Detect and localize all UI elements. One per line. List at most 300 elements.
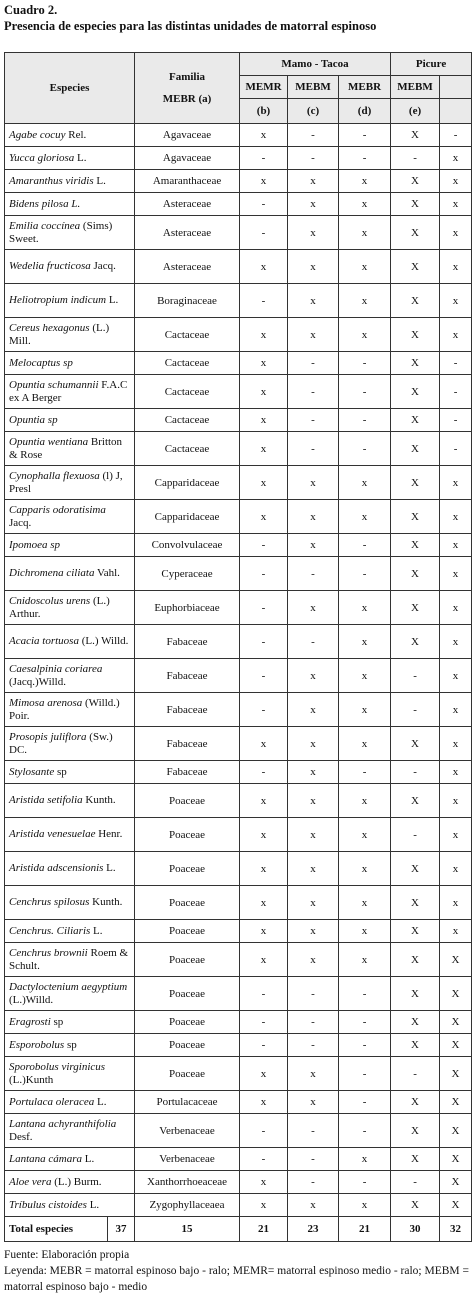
presence-cell: x [339,1148,391,1171]
species-author: Vahl. [94,567,120,579]
presence-cell: - [288,352,339,375]
species-scientific-name: Cereus hexagonus [9,321,90,334]
presence-cell: x [240,943,288,977]
presence-cell: - [288,1171,339,1194]
table-row [5,1034,472,1057]
species-name [5,1148,135,1171]
species-family: Amaranthaceae [135,170,240,193]
family-header [135,53,240,124]
species-name [5,818,135,852]
presence-cell: x [240,727,288,761]
species-author: Kunth. [89,896,123,908]
presence-cell: X [391,591,440,625]
species-author: (L.) Mill. [9,321,110,347]
species-name [5,1091,135,1114]
species-author: Henr. [95,828,123,840]
presence-cell: x [288,193,339,216]
totals-row [5,1217,472,1242]
presence-cell: x [339,318,391,352]
presence-cell: - [288,409,339,432]
presence-cell: x [339,920,391,943]
presence-cell: - [240,147,288,170]
species-scientific-name: Melocaptus sp [9,356,73,369]
presence-cell: x [339,500,391,534]
presence-cell: x [339,193,391,216]
table-row [5,625,472,659]
table-label: Cuadro 2. [4,3,58,17]
table-row [5,852,472,886]
species-scientific-name: Capparis odoratisima [9,503,106,516]
presence-cell: - [288,124,339,147]
species-family: Xanthorrhoeaceae [135,1171,240,1194]
presence-cell: - [339,977,391,1011]
presence-cell: X [440,1114,472,1148]
species-author: Roem & Schult. [9,946,129,972]
presence-cell: - [440,124,472,147]
presence-cell: - [240,1114,288,1148]
presence-cell: x [288,534,339,557]
table-row [5,352,472,375]
presence-cell: - [339,534,391,557]
species-name [5,375,135,409]
species-scientific-name: Yucca gloriosa [9,151,75,164]
species-scientific-name: Tríbulus cistoides [9,1198,87,1211]
presence-cell: x [339,1194,391,1217]
species-family: Agavaceae [135,124,240,147]
presence-cell: x [240,250,288,284]
presence-cell: X [391,886,440,920]
presence-cell: X [391,318,440,352]
presence-cell: x [240,124,288,147]
presence-cell: x [440,591,472,625]
species-family: Fabaceae [135,761,240,784]
species-family: Agavaceae [135,147,240,170]
table-footer [4,1247,470,1295]
presence-cell: x [440,557,472,591]
species-name [5,1011,135,1034]
species-name [5,886,135,920]
presence-cell: - [339,147,391,170]
presence-cell: - [288,1148,339,1171]
species-family: Fabaceae [135,727,240,761]
presence-cell: x [440,216,472,250]
presence-cell: x [339,886,391,920]
species-scientific-name: Stylosante [9,765,55,778]
species-scientific-name: Eragrosti [9,1015,51,1028]
presence-cell: x [240,1194,288,1217]
species-family: Cactaceae [135,432,240,466]
species-scientific-name: Cynophalla flexuosa [9,469,100,482]
species-author: Rel. [65,128,87,141]
presence-cell: x [240,432,288,466]
species-family: Zygophyllaceaea [135,1194,240,1217]
species-family: Poaceae [135,943,240,977]
presence-cell: X [391,727,440,761]
species-family: Poaceae [135,852,240,886]
species-family: Asteraceae [135,193,240,216]
table-row [5,284,472,318]
species-name [5,318,135,352]
species-family: Capparidaceae [135,500,240,534]
legend-note: Leyenda: MEBR = matorral espinoso bajo - ralo; MEMR= matorral espinoso medio - ralo; MEBM = matorral espinoso bajo - medio [4,1265,470,1293]
species-header: Especies [5,53,135,124]
species-scientific-name: Caesalpinia coriarea [9,662,103,675]
presence-cell: X [391,409,440,432]
species-name [5,943,135,977]
species-family: Poaceae [135,784,240,818]
presence-cell: x [240,375,288,409]
species-family: Asteraceae [135,216,240,250]
presence-cell: X [391,500,440,534]
species-name [5,920,135,943]
species-family: Cactaceae [135,375,240,409]
presence-cell: X [391,1148,440,1171]
presence-cell: X [440,1194,472,1217]
presence-cell: X [391,534,440,557]
presence-cell: x [288,250,339,284]
species-family: Poaceae [135,818,240,852]
presence-cell: x [288,1091,339,1114]
col-header-blank [440,76,472,99]
species-family: Fabaceae [135,625,240,659]
species-author: (L.)Kunth [9,1073,54,1086]
species-name [5,557,135,591]
species-author: L. [106,294,119,306]
presence-cell: X [440,1171,472,1194]
table-row [5,1114,472,1148]
species-family: Poaceae [135,1011,240,1034]
table-row [5,500,472,534]
species-family: Cyperaceae [135,557,240,591]
species-family: Fabaceae [135,659,240,693]
presence-cell: x [440,784,472,818]
presence-cell: X [391,852,440,886]
species-name [5,693,135,727]
presence-cell: x [440,727,472,761]
table-row [5,124,472,147]
presence-cell: - [339,1114,391,1148]
presence-cell: - [391,1171,440,1194]
col-letter-c: (c) [288,99,339,124]
presence-cell: X [391,1194,440,1217]
presence-cell: x [240,500,288,534]
presence-cell: - [339,557,391,591]
presence-cell: - [339,1091,391,1114]
presence-cell: x [339,852,391,886]
table-title: Presencia de especies para las distintas unidades de matorral espinoso [4,19,377,33]
presence-cell: x [339,250,391,284]
species-name [5,784,135,818]
presence-cell: - [288,557,339,591]
presence-cell: - [339,409,391,432]
presence-cell: - [240,625,288,659]
totals-label: Total especies [5,1217,108,1242]
presence-cell: x [240,784,288,818]
species-name [5,1194,135,1217]
totals-mebm: 23 [288,1217,339,1242]
species-scientific-name: Cenchrus. Ciliaris [9,924,91,937]
presence-cell: X [391,977,440,1011]
table-row [5,943,472,977]
species-scientific-name: Lantana achyranthifolia [9,1117,117,1130]
table-row [5,818,472,852]
species-author: (L.)Willd. [9,993,54,1006]
presence-cell: x [440,466,472,500]
species-family: Asteraceae [135,250,240,284]
presence-cell: x [288,591,339,625]
presence-cell: - [288,1034,339,1057]
presence-cell: - [288,977,339,1011]
species-family: Poaceae [135,977,240,1011]
presence-cell: X [391,193,440,216]
species-scientific-name: Mimosa arenosa [9,696,83,709]
species-author: L. [103,862,116,874]
col-letter-b: (b) [240,99,288,124]
species-family: Poaceae [135,886,240,920]
presence-cell: x [339,943,391,977]
presence-cell: x [440,193,472,216]
presence-cell: - [240,216,288,250]
table-row [5,557,472,591]
table-row [5,1171,472,1194]
species-name [5,250,135,284]
presence-cell: x [240,1091,288,1114]
species-author: sp [54,765,67,778]
table-row [5,1148,472,1171]
species-name [5,1114,135,1148]
species-family: Capparidaceae [135,466,240,500]
presence-cell: X [391,784,440,818]
presence-cell: x [440,886,472,920]
species-scientific-name: Cnidoscolus urens [9,594,91,607]
presence-cell: x [240,170,288,193]
totals-mebm-picure: 30 [391,1217,440,1242]
species-author: Jacq. [9,516,32,529]
presence-cell: x [339,727,391,761]
species-family: Cactaceae [135,409,240,432]
species-author: L. [94,1095,107,1108]
group-header-picure: Picure [391,53,472,76]
species-author: (Sw.) DC. [9,730,113,756]
table-row [5,170,472,193]
presence-cell: x [339,216,391,250]
presence-cell: x [288,920,339,943]
presence-cell: x [339,659,391,693]
species-family: Boraginaceae [135,284,240,318]
presence-cell: x [339,170,391,193]
presence-cell: X [440,977,472,1011]
presence-cell: x [440,761,472,784]
species-family: Verbenaceae [135,1148,240,1171]
presence-cell: - [391,659,440,693]
species-scientific-name: Aristida venesuelae [9,828,96,840]
table-row [5,1011,472,1034]
species-scientific-name: Aristida adscensionis [9,862,104,874]
col-header-mebm: MEBM [288,76,339,99]
species-scientific-name: Esporobolus [9,1038,65,1051]
presence-cell: X [391,466,440,500]
species-family: Poaceae [135,1034,240,1057]
species-family: Poaceae [135,920,240,943]
col-letter-e: (e) [391,99,440,124]
species-scientific-name: Opuntia schumannii [9,378,99,391]
species-scientific-name: Dichromena ciliata [9,567,95,579]
species-author: Kunth. [82,794,116,806]
col-header-mebr: MEBR [339,76,391,99]
table-row [5,409,472,432]
presence-cell: x [240,352,288,375]
presence-cell: - [240,534,288,557]
species-scientific-name: Wedelia fructicosa [9,260,91,272]
species-author: (L.) Willd. [78,635,129,647]
presence-cell: x [440,170,472,193]
col-letter-blank [440,99,472,124]
table-row [5,432,472,466]
species-author: L. [93,174,106,187]
presence-cell: x [339,466,391,500]
presence-cell: X [391,1091,440,1114]
presence-cell: X [440,943,472,977]
species-table [4,52,472,1242]
presence-cell: - [339,1034,391,1057]
presence-cell: - [240,693,288,727]
presence-cell: X [391,557,440,591]
col-header-mebm-picure: MEBM [391,76,440,99]
species-scientific-name: Aristida setifolia [9,794,83,806]
presence-cell: - [440,432,472,466]
presence-cell: - [339,1057,391,1091]
species-family: Convolvulaceae [135,534,240,557]
presence-cell: x [440,920,472,943]
presence-cell: x [288,886,339,920]
presence-cell: - [240,284,288,318]
table-row [5,784,472,818]
totals-memr: 21 [240,1217,288,1242]
species-name [5,170,135,193]
species-name [5,534,135,557]
presence-cell: - [240,193,288,216]
table-row [5,1057,472,1091]
presence-cell: x [288,170,339,193]
presence-cell: x [288,659,339,693]
family-header-line1: Familia [168,71,206,83]
presence-cell: x [240,886,288,920]
presence-cell: X [391,375,440,409]
presence-cell: X [440,1091,472,1114]
species-name [5,625,135,659]
table-row [5,318,472,352]
presence-cell: - [240,591,288,625]
presence-cell: - [288,1011,339,1034]
table-row [5,886,472,920]
table-row [5,920,472,943]
species-family: Euphorbiaceae [135,591,240,625]
totals-count: 37 [108,1217,135,1242]
presence-cell: x [288,727,339,761]
presence-cell: X [391,216,440,250]
presence-cell: x [288,943,339,977]
species-author: L. [86,1198,100,1211]
presence-cell: - [339,124,391,147]
presence-cell: x [339,693,391,727]
table-body [5,124,472,1217]
species-scientific-name: Bidens pilosa L. [9,197,81,210]
species-name [5,1034,135,1057]
presence-cell: - [240,977,288,1011]
presence-cell: x [240,318,288,352]
species-author: Britton & Rose [9,435,123,461]
presence-cell: x [288,466,339,500]
presence-cell: X [391,250,440,284]
presence-cell: x [440,659,472,693]
presence-cell: x [288,1057,339,1091]
presence-cell: - [339,375,391,409]
presence-cell: x [288,852,339,886]
presence-cell: x [440,500,472,534]
species-author: (Sims) Sweet. [9,219,113,245]
table-row [5,1091,472,1114]
presence-cell: - [288,625,339,659]
presence-cell: x [440,818,472,852]
presence-cell: - [288,432,339,466]
presence-cell: X [391,625,440,659]
species-name [5,761,135,784]
species-author: (l) J, Presl [9,469,123,495]
species-name [5,124,135,147]
presence-cell: x [339,625,391,659]
species-name [5,466,135,500]
table-row [5,659,472,693]
species-name [5,352,135,375]
species-scientific-name: Opuntia sp [9,413,58,426]
species-name [5,852,135,886]
species-name [5,591,135,625]
presence-cell: x [240,409,288,432]
presence-cell: x [288,216,339,250]
table-row [5,693,472,727]
presence-cell: - [391,761,440,784]
presence-cell: - [288,375,339,409]
species-scientific-name: Agabe cocuy [9,128,66,141]
presence-cell: - [440,409,472,432]
species-author: (L.) Burm. [51,1175,102,1188]
presence-cell: - [288,147,339,170]
species-author: F.A.C ex A Berger [9,378,128,404]
presence-cell: x [240,466,288,500]
species-scientific-name: Dactyloctenium aegyptium [9,980,128,993]
species-scientific-name: Sporobolus virginicus [9,1060,106,1073]
table-row [5,1194,472,1217]
table-row [5,216,472,250]
species-author: (Jacq.)Willd. [9,675,66,688]
presence-cell: x [440,693,472,727]
presence-cell: x [240,1171,288,1194]
presence-cell: x [440,250,472,284]
presence-cell: - [391,693,440,727]
group-header-mamo: Mamo - Tacoa [240,53,391,76]
presence-cell: X [440,1148,472,1171]
table-row [5,193,472,216]
presence-cell: - [391,147,440,170]
presence-cell: x [288,818,339,852]
presence-cell: x [288,693,339,727]
species-name [5,1171,135,1194]
table-row [5,250,472,284]
presence-cell: X [440,1057,472,1091]
presence-cell: - [240,1034,288,1057]
presence-cell: - [240,659,288,693]
presence-cell: - [240,557,288,591]
